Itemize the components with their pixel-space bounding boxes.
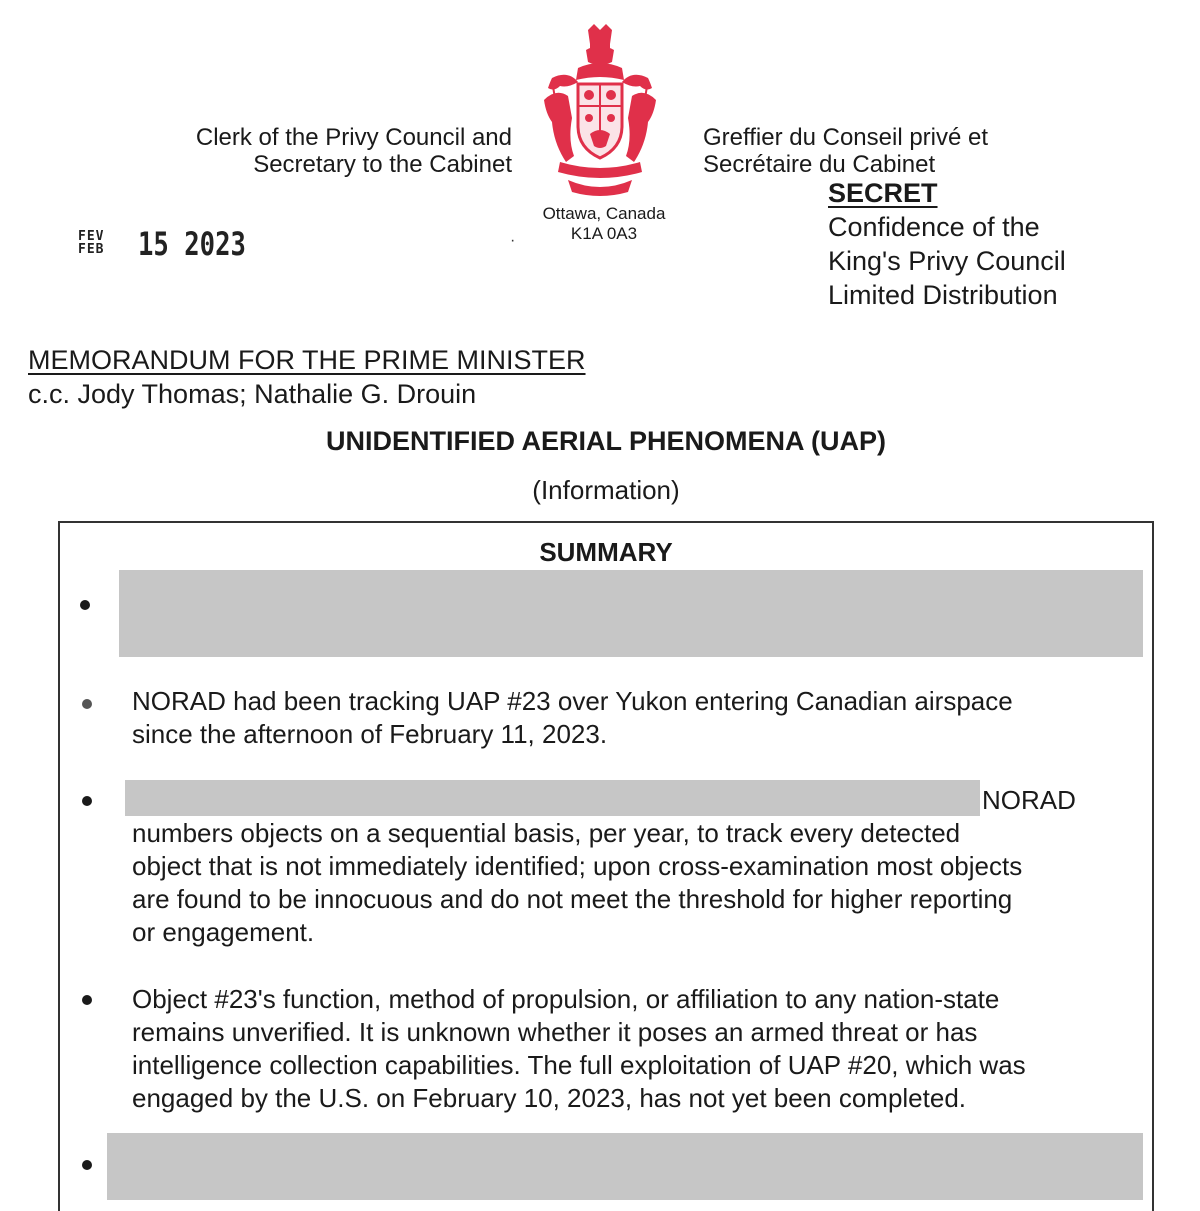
letterhead-english-line1: Clerk of the Privy Council and [195, 124, 512, 151]
letterhead-french-line2: Secrétaire du Cabinet [703, 151, 936, 178]
bullet-3-dot [82, 796, 92, 806]
bullet-3-text [132, 817, 1152, 949]
date-stamp-date: 15 2023 [138, 225, 246, 263]
bullet-2-line1: NORAD had been tracking UAP #23 over Yukon entering Canadian airspace [132, 686, 1013, 716]
memo-cc-line: c.c. Jody Thomas; Nathalie G. Drouin [28, 379, 477, 409]
bullet-4-text [132, 983, 1152, 1115]
bullet-2-line2: since the afternoon of February 11, 2023. [132, 719, 608, 749]
redaction-block-2 [125, 780, 980, 816]
bullet-3-inline-text: NORAD [982, 785, 1076, 815]
redaction-block-3 [107, 1133, 1143, 1200]
bullet-3-line5: or engagement. [132, 917, 315, 947]
date-stamp-months [78, 230, 124, 256]
classification-line1: Confidence of the [828, 212, 1040, 242]
date-stamp-month-fr: FEV [78, 229, 105, 244]
bullet-3-line3: object that is not immediately identified; upon cross-examination most objects [132, 851, 1023, 881]
classification-line2: King's Privy Council [828, 246, 1066, 276]
bullet-4-line3: intelligence collection capabilities. The full exploitation of UAP #20, which was [132, 1050, 1026, 1080]
classification-block [828, 176, 1168, 312]
summary-heading: SUMMARY [539, 537, 673, 567]
classification-level: SECRET [828, 178, 938, 208]
bullet-5-dot [82, 1160, 92, 1170]
classification-line3: Limited Distribution [828, 280, 1058, 310]
bullet-4-line2: remains unverified. It is unknown whether it poses an armed threat or has [132, 1017, 978, 1047]
bullet-2-text [132, 685, 1152, 751]
address-postal-code: K1A 0A3 [570, 224, 638, 243]
bullet-4-line1: Object #23's function, method of propulsion, or affiliation to any nation-state [132, 984, 1000, 1014]
date-stamp-month-en: FEB [78, 242, 105, 257]
letterhead-french-line1: Greffier du Conseil privé et [703, 124, 989, 151]
bullet-1-dot [80, 600, 90, 610]
bullet-4-dot [82, 995, 92, 1005]
bullet-4-line4: engaged by the U.S. on February 10, 2023, has not yet been completed. [132, 1083, 967, 1113]
memo-subject: UNIDENTIFIED AERIAL PHENOMENA (UAP) [325, 426, 886, 456]
bullet-3-line4: are found to be innocuous and do not meet the threshold for higher reporting [132, 884, 1013, 914]
bullet-2-dot [82, 699, 92, 709]
letterhead-french [703, 124, 1123, 178]
letterhead-english [150, 124, 512, 178]
address-city: Ottawa, Canada [542, 204, 666, 223]
letterhead-english-line2: Secretary to the Cabinet [253, 151, 512, 178]
bullet-3-line2: numbers objects on a sequential basis, per year, to track every detected [132, 818, 961, 848]
memo-title: MEMORANDUM FOR THE PRIME MINISTER [28, 345, 586, 375]
stray-mark: · [510, 232, 516, 249]
redaction-block-1 [119, 570, 1143, 657]
coat-of-arms-crest-icon [538, 22, 662, 198]
office-address [520, 204, 688, 244]
memo-subject-note: (Information) [532, 475, 680, 505]
